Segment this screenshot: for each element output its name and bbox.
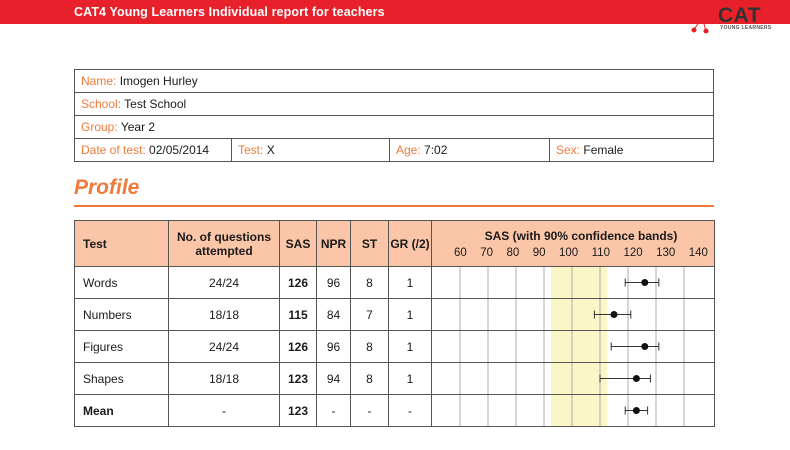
logo-subtitle: YOUNG LEARNERS [720, 25, 772, 31]
header-test: Test [75, 221, 169, 267]
test-form: X [266, 143, 275, 157]
date-cell: Date of test: 02/05/2014 [75, 139, 232, 162]
confidence-band-plot [432, 363, 715, 394]
average-band [551, 363, 607, 394]
average-band [551, 331, 607, 362]
profile-table [74, 220, 715, 427]
test-cell: Test: X [232, 139, 390, 162]
cell-st: 8 [351, 331, 389, 363]
cell-sas: 126 [280, 331, 317, 363]
sas-point [611, 311, 618, 318]
average-band [551, 395, 607, 426]
cell-st: 8 [351, 363, 389, 395]
x-tick-label: 130 [656, 246, 676, 259]
x-tick-label: 80 [506, 246, 520, 259]
cell-questions: 18/18 [169, 363, 280, 395]
sas-point [641, 343, 648, 350]
cell-npr: 96 [317, 331, 351, 363]
x-axis-ticks [454, 247, 708, 259]
x-tick-label: 140 [688, 246, 708, 259]
cell-test: Numbers [75, 299, 169, 331]
profile-divider [74, 205, 714, 207]
confidence-band-plot [432, 395, 715, 426]
report-title: CAT4 Young Learners Individual report for teachers [74, 5, 385, 19]
sas-point [633, 407, 640, 414]
x-tick-label: 100 [559, 246, 579, 259]
group-row: Group: Year 2 [75, 116, 714, 139]
header-sas: SAS [280, 221, 317, 267]
cell-gr: 1 [389, 267, 432, 299]
cell-gr: - [389, 395, 432, 427]
cell-npr: 94 [317, 363, 351, 395]
cell-gr: 1 [389, 299, 432, 331]
x-tick-label: 90 [532, 246, 546, 259]
cell-st: 7 [351, 299, 389, 331]
cell-questions: 24/24 [169, 267, 280, 299]
cell-npr: 84 [317, 299, 351, 331]
sas-point [633, 375, 640, 382]
x-tick-label: 60 [454, 246, 467, 259]
cell-gr: 1 [389, 331, 432, 363]
student-age: 7:02 [424, 143, 448, 157]
school-name: Test School [124, 97, 187, 111]
cell-sas: 123 [280, 363, 317, 395]
group-name: Year 2 [120, 120, 156, 134]
x-tick-label: 110 [591, 246, 610, 259]
chart-title: SAS (with 90% confidence bands) [484, 228, 678, 243]
header-st: ST [351, 221, 389, 267]
cell-st: 8 [351, 267, 389, 299]
student-name: Imogen Hurley [119, 74, 198, 88]
profile-heading: Profile [74, 176, 140, 199]
cell-test: Figures [75, 331, 169, 363]
cell-npr: 96 [317, 267, 351, 299]
cell-sas: 126 [280, 267, 317, 299]
name-row: Name: Imogen Hurley [75, 70, 714, 93]
average-band [551, 267, 607, 298]
cell-sas: 123 [280, 395, 317, 427]
chart-cell [432, 267, 715, 299]
sas-point [641, 279, 648, 286]
table-row [75, 299, 715, 331]
student-info-table [74, 69, 714, 162]
header-npr: NPR [317, 221, 351, 267]
table-row [75, 331, 715, 363]
header-gr: GR (/2) [389, 221, 432, 267]
logo-star-icon [686, 1, 720, 35]
logo-text: CAT [718, 4, 762, 27]
cell-questions: 18/18 [169, 299, 280, 331]
chart-cell [432, 299, 715, 331]
x-tick-label: 120 [623, 246, 643, 259]
cell-questions: 24/24 [169, 331, 280, 363]
school-row: School: Test School [75, 93, 714, 116]
header-questions: No. of questions attempted [169, 221, 280, 267]
cell-test: Words [75, 267, 169, 299]
table-row [75, 395, 715, 427]
table-row [75, 363, 715, 395]
confidence-band-plot [432, 331, 715, 362]
chart-cell [432, 331, 715, 363]
age-cell: Age: 7:02 [390, 139, 550, 162]
cell-test: Shapes [75, 363, 169, 395]
x-tick-label: 70 [480, 246, 494, 259]
header-chart [432, 221, 715, 267]
chart-cell [432, 363, 715, 395]
cell-npr: - [317, 395, 351, 427]
sex-cell: Sex: Female [550, 139, 714, 162]
logo-digit: 4 [766, 0, 782, 30]
cell-test: Mean [75, 395, 169, 427]
cat4-logo [686, 1, 790, 35]
confidence-band-plot [432, 267, 715, 298]
report-header-bar [0, 0, 790, 24]
cell-sas: 115 [280, 299, 317, 331]
cell-gr: 1 [389, 363, 432, 395]
cell-st: - [351, 395, 389, 427]
cell-questions: - [169, 395, 280, 427]
confidence-band-plot [432, 299, 715, 330]
chart-cell [432, 395, 715, 427]
student-sex: Female [583, 143, 624, 157]
table-row [75, 267, 715, 299]
test-date: 02/05/2014 [149, 143, 210, 157]
